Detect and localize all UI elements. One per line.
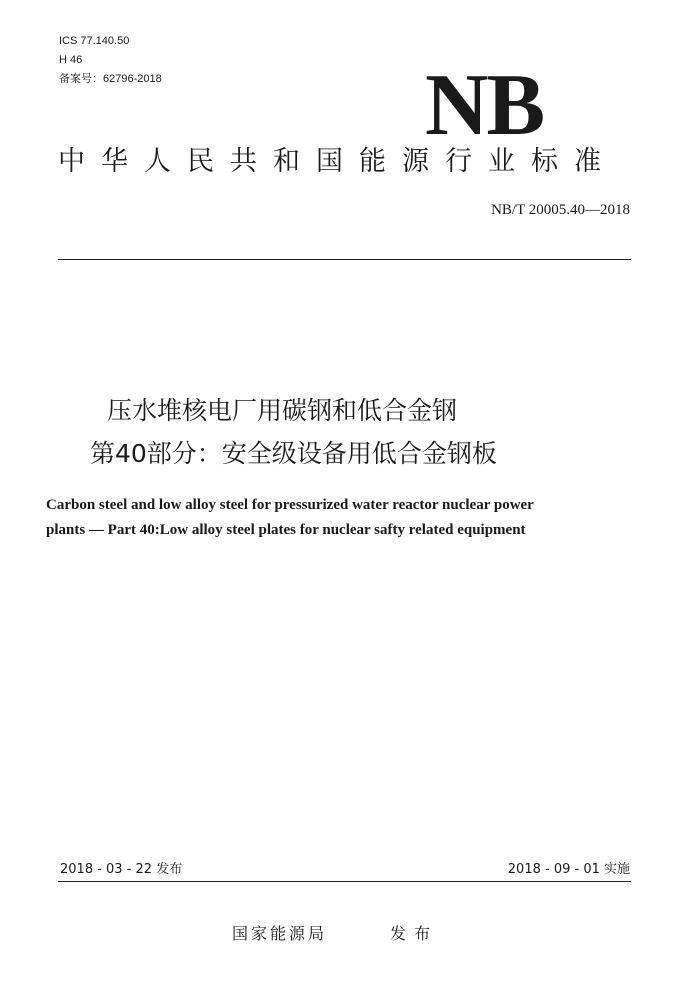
ccs-code: H 46 <box>59 54 83 66</box>
standard-number: NB/T 20005.40—2018 <box>491 202 630 218</box>
standard-type-heading: 中华人民共和国能源行业标准 <box>58 146 617 177</box>
english-title-line-1: Carbon steel and low alloy steel for pressurized water reactor nuclear power <box>46 497 534 513</box>
record-number: 备案号：62796-2018 <box>59 73 162 85</box>
top-divider <box>58 259 631 260</box>
issue-label: 发布 <box>390 924 439 943</box>
issue-date: 2018 - 03 - 22 发布 <box>60 862 183 877</box>
ics-code: ICS 77.140.50 <box>59 35 130 47</box>
nb-logo: NB <box>425 57 544 154</box>
chinese-title-line-2: 第40部分：安全级设备用低合金钢板 <box>90 439 497 468</box>
implementation-date: 2018 - 09 - 01 实施 <box>507 862 630 877</box>
chinese-title-line-1: 压水堆核电厂用碳钢和低合金钢 <box>107 396 458 425</box>
english-title-line-2: plants — Part 40:Low alloy steel plates for nuclear safty related equipment <box>46 522 526 538</box>
bottom-divider <box>58 881 631 882</box>
issuing-authority: 国家能源局 <box>232 924 328 943</box>
